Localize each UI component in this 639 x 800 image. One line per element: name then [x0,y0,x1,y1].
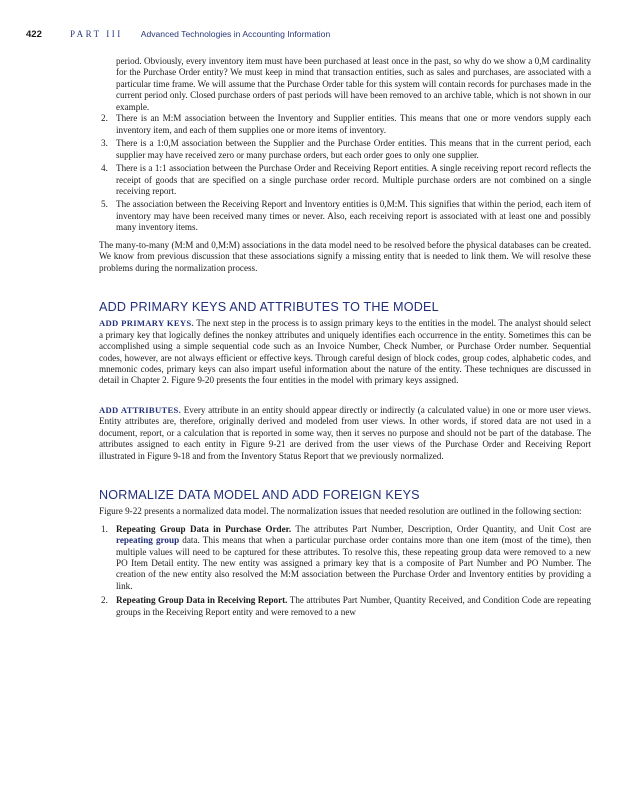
list-item [99,163,591,197]
item-lead: Repeating Group Data in Purchase Order. [116,523,292,534]
mm-paragraph: The many-to-many (M:M and 0,M:M) associations in the data model need to be resolved before the physical databases can be created. We know from previous discussion that these associations signify a missing entity that is needed to link them. We will resolve these problems during the normalization process. [99,239,591,273]
subheading-add-attributes: ADD ATTRIBUTES. [99,404,182,415]
running-header [26,29,619,43]
list-item [99,113,591,136]
list-item [99,595,591,618]
section-heading-primary-keys: ADD PRIMARY KEYS AND ATTRIBUTES TO THE MODEL [99,300,439,315]
normalize-intro: Figure 9-22 presents a normalized data model. The normalization issues that needed resolution are outlined in the following section: [99,506,582,517]
item-lead: Repeating Group Data in Receiving Report. [116,595,288,606]
primary-keys-paragraph [99,318,591,387]
item-number: 4. [101,163,108,174]
item-number: 2. [101,595,108,606]
item-number: 5. [101,199,108,210]
item-text: The association between the Receiving Report and Inventory entities is 0,M:M. This signifies that within the period, each item of inventory may have been received many times or never. Also, each receiving report is associated with at least one and possibly many inventory items. [116,199,591,233]
page-body [99,56,591,621]
continued-paragraph: period. Obviously, every inventory item must have been purchased at least once in the past, so why do we show a 0,M cardinality for the Purchase Order entity? We must keep in mind that transaction entities, such as sales and purchases, are associated with a particular time frame. We will assume that the Purchase Order table for this system will contain records for purchases made in the current period only. Closed purchase orders of past periods will have been removed to an archive table, which is not shown in our example. [116,56,591,112]
item-number: 1. [101,523,108,534]
item-text: data. This means that when a particular purchase order contains more than one item (most of the time), then multiple values will need to be captured for these attributes. To resolve this, these repeating group data were removed to a new PO Item Detail entity. The new entity was assigned a primary key that is a composite of Part Number and PO Number. The creation of the new entity also resolved the M:M association between the Purchase Order and Inventory entities by providing a link. [116,535,592,591]
list-item [99,199,591,233]
section-heading-normalize: NORMALIZE DATA MODEL AND ADD FOREIGN KEYS [99,488,420,503]
attributes-paragraph [99,405,591,462]
item-text: There is a 1:0,M association between the Supplier and the Purchase Order entities. This means that in the current period, each supplier may have received zero or many purchase orders, but each order goes to only one supplier. [116,138,591,160]
subheading-add-primary-keys: ADD PRIMARY KEYS. [99,318,194,329]
item-number: 2. [101,113,108,124]
list-item [99,138,591,161]
association-list [99,113,591,234]
keyword-repeating-group: repeating group [116,535,180,546]
item-text: There is an M:M association between the Inventory and Supplier entities. This means that one or more vendors supply each inventory item, and each of them supplies one or more items of inventory. [116,113,591,135]
item-text: The attributes Part Number, Description, Order Quantity, and Unit Cost are [291,523,591,534]
normalization-list [99,524,591,619]
page-number: 422 [26,29,42,40]
item-number: 3. [101,138,108,149]
attributes-text: Every attribute in an entity should appear directly or indirectly (a calculated value) in one or more user views. Entity attributes are, therefore, originally derived and modeled from user views. In other words, if stored data are not used in a document, report, or a calculation that is reported in some way, then it serves no purpose and should not be part of the database. The attributes assigned to each entity in Figure 9-21 are derived from the user views of the Purchase Order and Receiving Report illustrated in Figure 9-18 and from the Inventory Status Report that we previously normalized. [99,404,592,461]
list-item [99,524,591,593]
chapter-title: Advanced Technologies in Accounting Information [140,29,331,39]
item-text: The attributes Part Number, Quantity Received, and Condition Code are repeating groups in the Receiving Report entity and were removed to a new [116,595,591,617]
part-label: PART III [70,29,123,39]
item-text: There is a 1:1 association between the Purchase Order and Receiving Report entities. A single receiving report record reflects the receipt of goods that are specified on a single purchase order record. Multiple purchase orders are not combined on a single receiving report. [116,163,591,196]
primary-keys-text: The next step in the process is to assign primary keys to the entities in the model. The analyst should select a primary key that logically defines the nonkey attributes and uniquely identifies each occurrence in the entity. Sometimes this can be accomplished using a simple sequential code such as an Invoice Number, Check Number, or Purchase Order number. Sequential codes, however, are not always efficient or effective keys. Through careful design of block codes, group codes, alphabetic codes, and mnemonic codes, primary keys can also impart useful information about the nature of the entity. These techniques are discussed in detail in Chapter 2. Figure 9-20 presents the four entities in the model with primary keys assigned. [99,318,591,386]
